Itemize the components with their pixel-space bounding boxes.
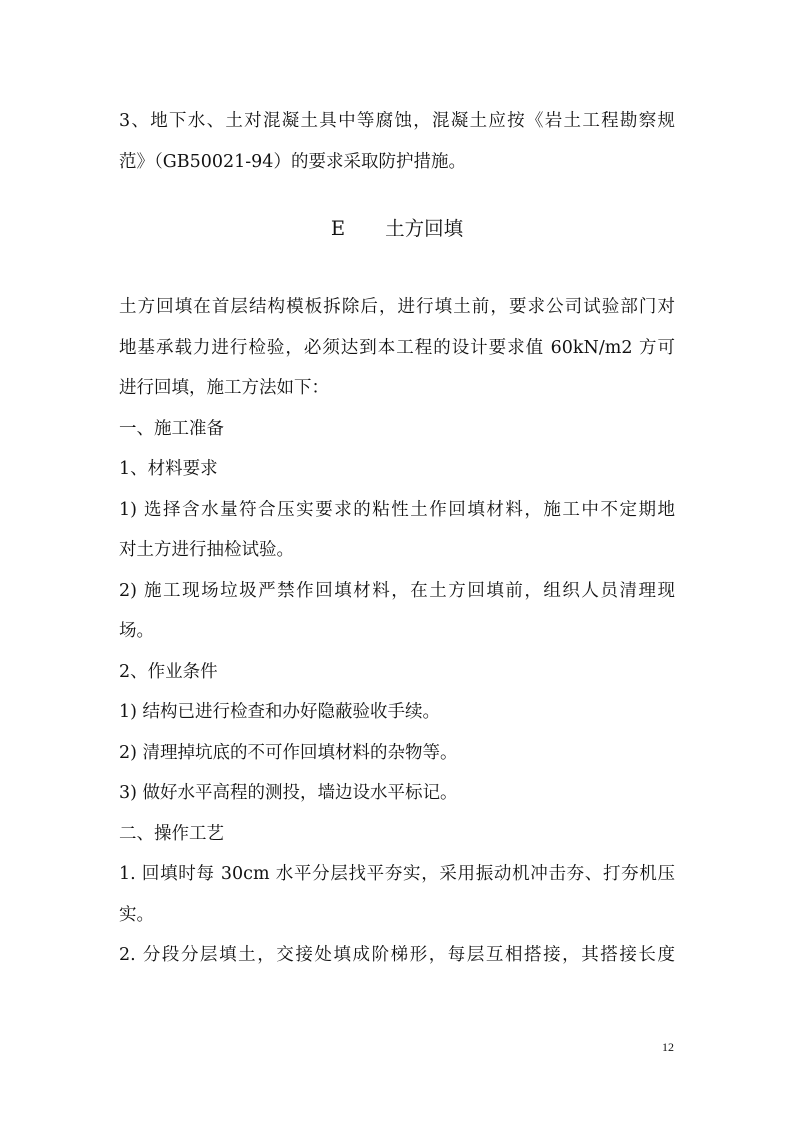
process-item-1-line-2: 实。 <box>119 904 154 925</box>
process-item-2-line-1: 2. 分段分层填土，交接处填成阶梯形，每层互相搭接，其搭接长度 <box>119 945 675 965</box>
section-heading <box>119 209 675 249</box>
process-item-1-line-1: 1. 回填时每 30cm 水平分层找平夯实，采用振动机冲击夯、打夯机压 <box>119 864 675 884</box>
subsection-1-title: 1、材料要求 <box>119 459 218 479</box>
section-heading-title: 土方回填 <box>385 217 464 240</box>
material-item-1-line-2: 对土方进行抽检试验。 <box>119 540 294 560</box>
intro-line-2: 地基承载力进行检验，必须达到本工程的设计要求值 60kN/m2 方可 <box>119 337 675 358</box>
condition-item-2: 2) 清理掉坑底的不可作回填材料的杂物等。 <box>119 742 458 763</box>
condition-item-1: 1) 结构已进行检查和办好隐蔽验收手续。 <box>119 702 441 722</box>
material-item-2-line-2: 场。 <box>119 621 154 641</box>
corrosion-paragraph-line-1: 3、地下水、土对混凝土具中等腐蚀，混凝土应按《岩土工程勘察规 <box>119 111 675 131</box>
part-1-title: 一、施工准备 <box>119 418 224 439</box>
condition-item-3: 3) 做好水平高程的测投，墙边设水平标记。 <box>119 783 458 803</box>
page-content <box>119 101 675 976</box>
section-heading-letter: E <box>330 217 346 240</box>
intro-line-3: 进行回填，施工方法如下： <box>119 378 329 398</box>
material-item-2-line-1: 2) 施工现场垃圾严禁作回填材料，在土方回填前，组织人员清理现 <box>119 580 675 601</box>
corrosion-paragraph-line-2: 范》（GB50021-94）的要求采取防护措施。 <box>119 151 466 172</box>
subsection-2-title: 2、作业条件 <box>119 661 218 682</box>
intro-line-1: 土方回填在首层结构模板拆除后，进行填土前，要求公司试验部门对 <box>119 297 675 317</box>
part-2-title: 二、操作工艺 <box>119 823 224 844</box>
material-item-1-line-1: 1) 选择含水量符合压实要求的粘性土作回填材料，施工中不定期地 <box>119 499 675 520</box>
page-number: 12 <box>662 1040 674 1054</box>
